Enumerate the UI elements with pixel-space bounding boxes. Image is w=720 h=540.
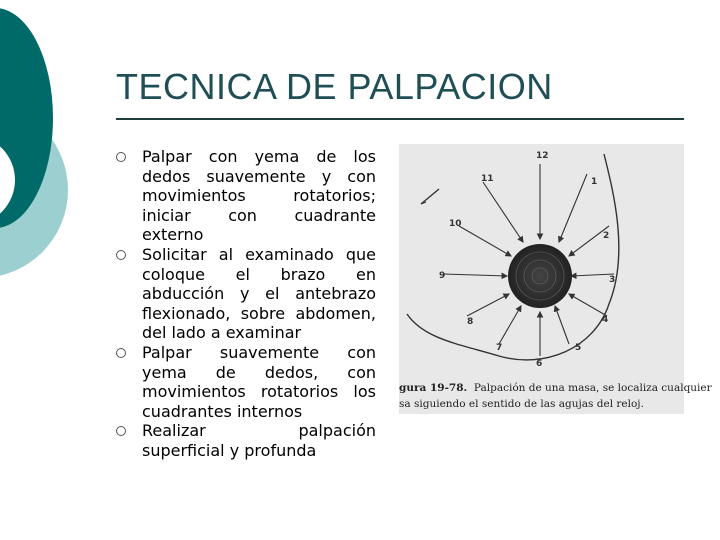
clock-number: 6 xyxy=(536,359,543,369)
bullet-circle-icon xyxy=(116,152,126,162)
bullet-circle-icon xyxy=(116,426,126,436)
clock-number: 2 xyxy=(603,231,610,241)
clock-number: 11 xyxy=(481,174,494,184)
clock-number: 9 xyxy=(439,271,446,281)
hand-stroke xyxy=(421,189,439,204)
clock-number: 8 xyxy=(467,317,474,327)
caption-label: gura 19-78. xyxy=(399,382,468,394)
bullet-text: Palpar con yema de los dedos suavemente y con movimientos rotatorios; iniciar con cuadrante externo xyxy=(142,147,376,245)
caption-line-1: Palpación de una masa, se localiza cualquier xyxy=(473,382,712,394)
slide-title: TECNICA DE PALPACION xyxy=(116,66,553,107)
bullet-list xyxy=(114,147,376,461)
clock-number: 12 xyxy=(536,151,549,161)
palpation-figure xyxy=(399,144,712,414)
bullet-circle-icon xyxy=(116,250,126,260)
caption-line-2: sa siguiendo el sentido de las agujas del reloj. xyxy=(399,398,644,410)
clock-number: 10 xyxy=(449,219,462,229)
bullet-text: Palpar suavemente con yema de dedos, con movimientos rotatorios los cuadrantes internos xyxy=(142,342,376,421)
bullet-item xyxy=(114,245,376,343)
bullet-circle-icon xyxy=(116,348,126,358)
clock-number: 4 xyxy=(602,315,609,325)
clock-number: 3 xyxy=(609,275,616,285)
figure-caption xyxy=(399,380,712,412)
clock-number: 7 xyxy=(496,343,503,353)
bullet-text: Solicitar al examinado que coloque el brazo en abducción y el antebrazo flexionado, sobre abdomen, del lado a examinar xyxy=(142,244,376,343)
bullet-text: Realizar palpación superficial y profunda xyxy=(142,421,376,460)
areola-mark xyxy=(508,244,572,308)
breast-diagram xyxy=(399,144,684,384)
bullet-item xyxy=(114,147,376,245)
decorative-circles xyxy=(0,0,110,300)
title-divider xyxy=(116,118,684,120)
breast-outline xyxy=(407,154,619,360)
bullet-item xyxy=(114,343,376,421)
bullet-item xyxy=(114,421,376,460)
clock-number: 1 xyxy=(591,177,598,187)
clock-number: 5 xyxy=(575,343,582,353)
